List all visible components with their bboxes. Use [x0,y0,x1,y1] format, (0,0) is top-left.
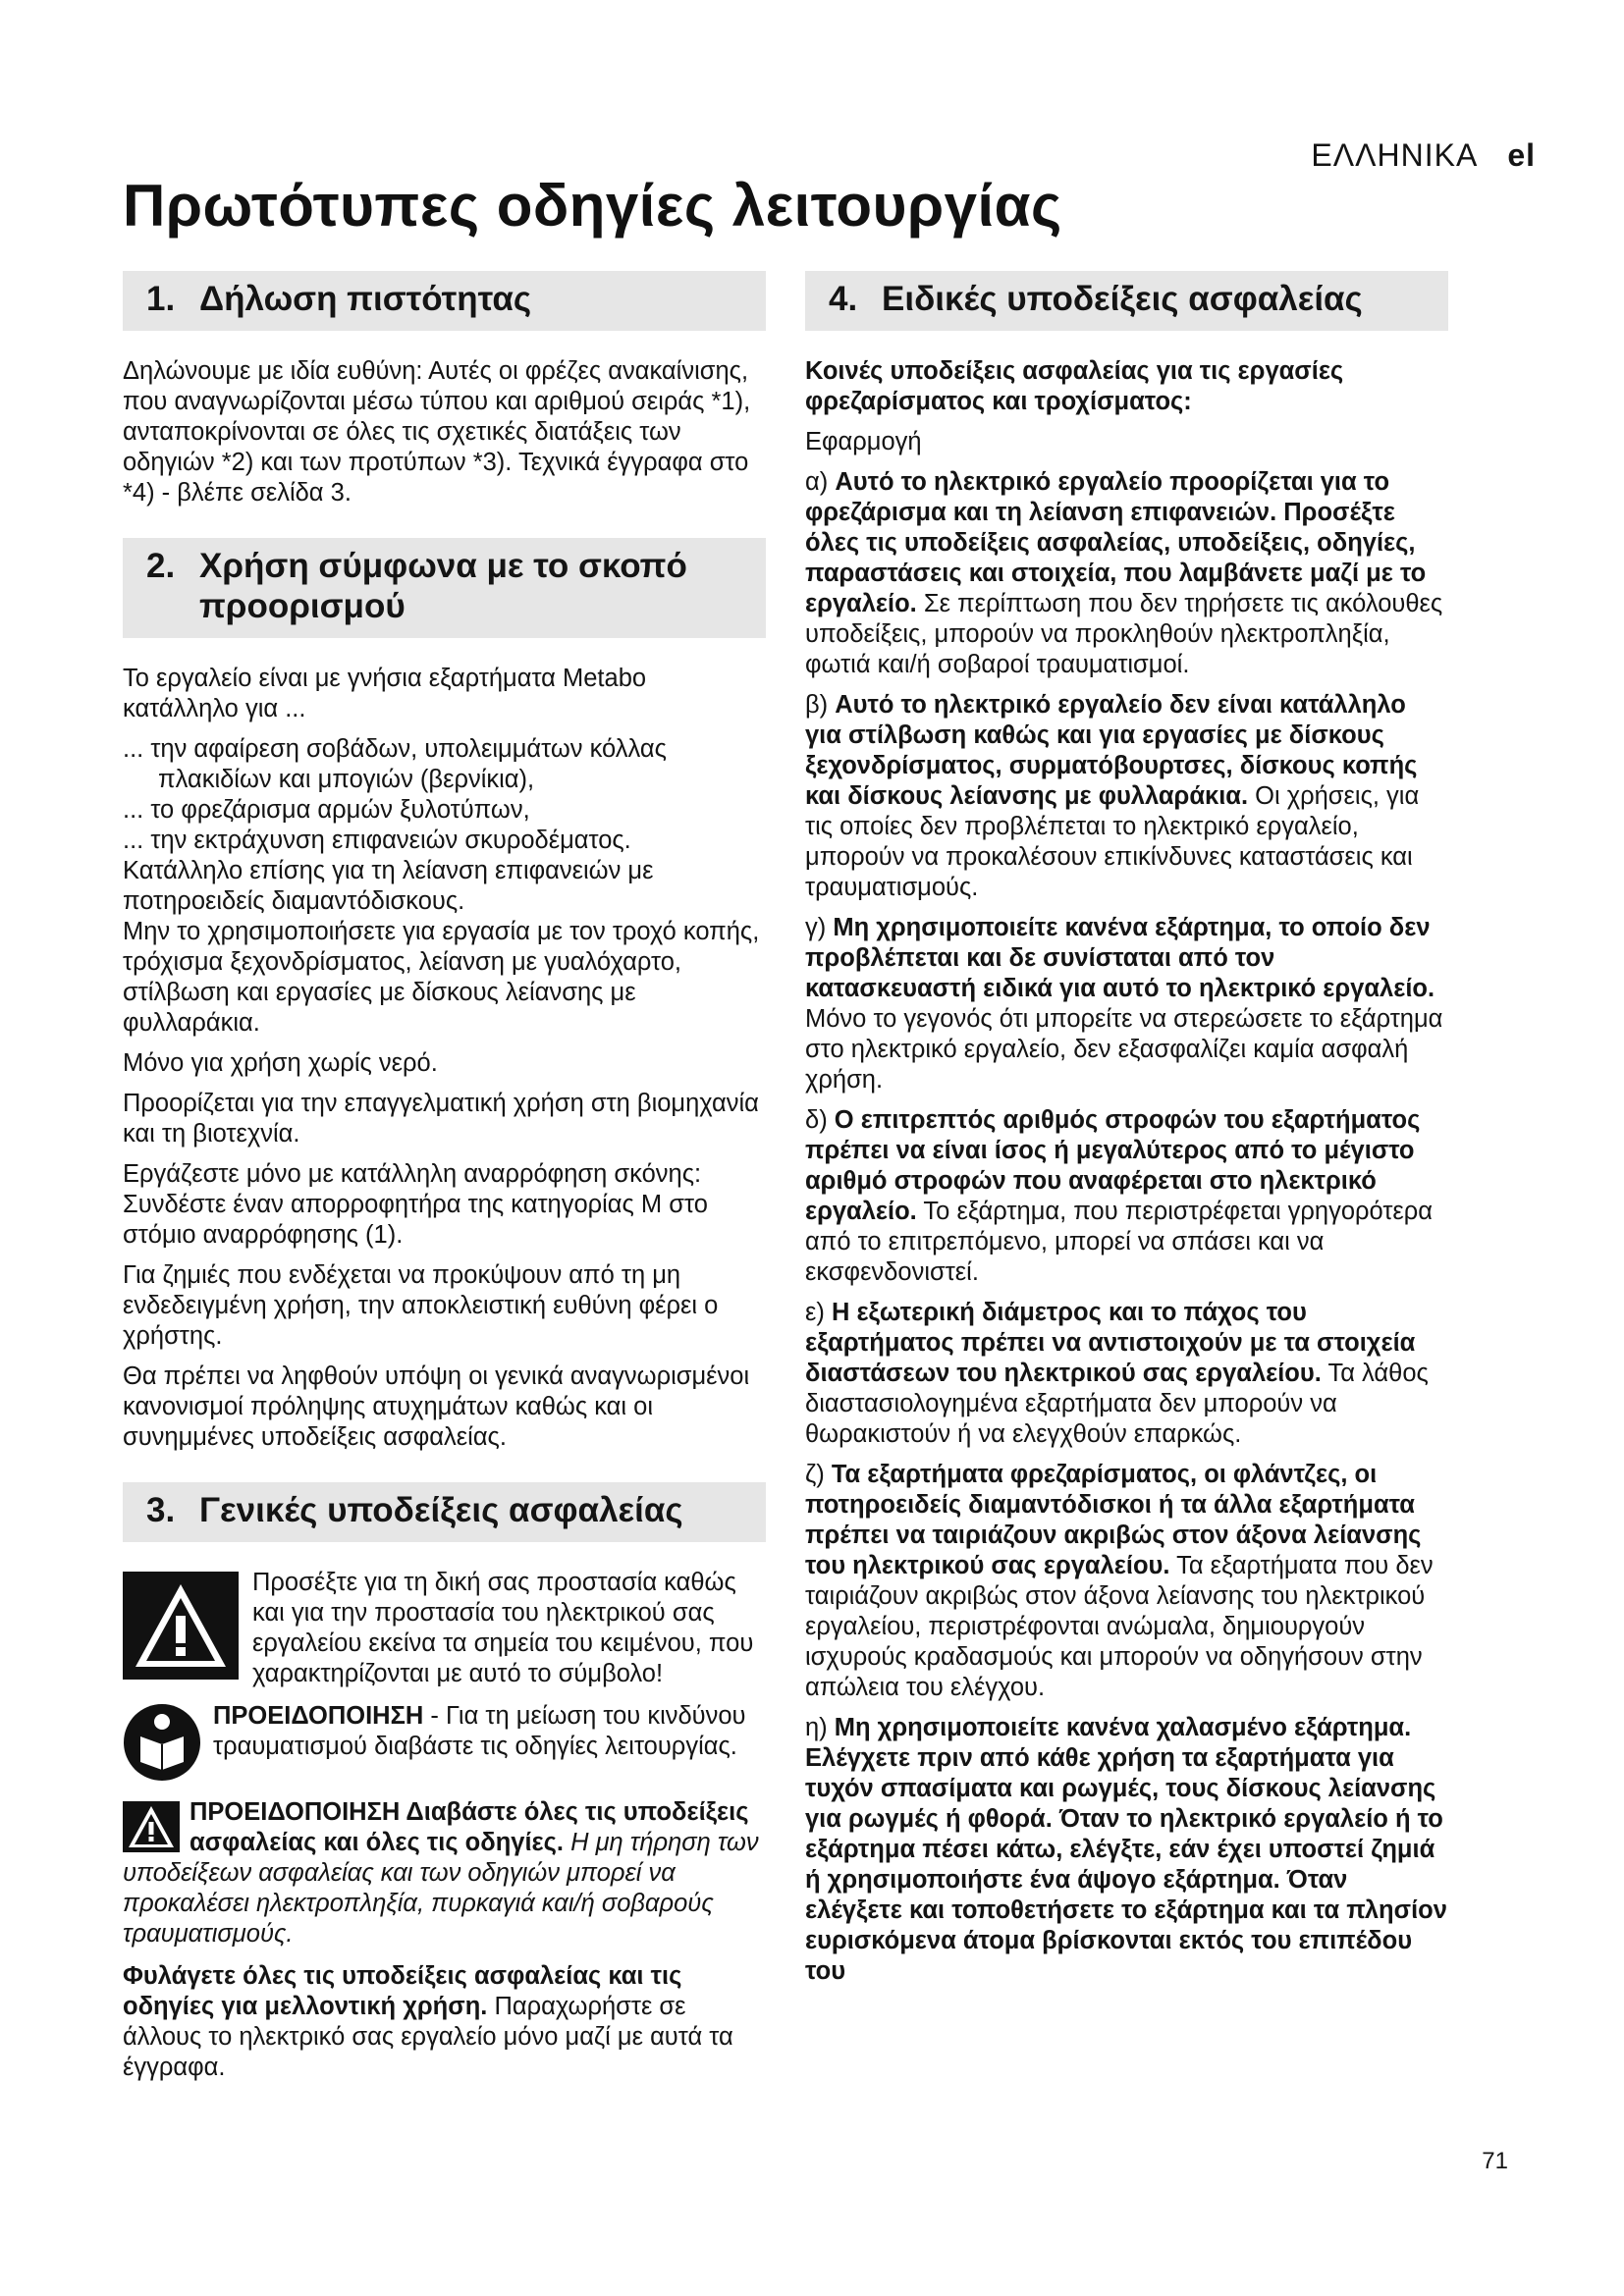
item-bold: Αυτό το ηλεκτρικό εργαλείο προορίζεται για το φρεζάρισμα και τη λείανση επιφανειών. Προσέξτε όλες τις υποδείξεις ασφαλείας, υποδείξεις, οδηγίες, παραστάσεις και στοιχεία, που λαμβάνετε μαζί με το εργαλείο. [805,468,1427,617]
keep-instructions [123,1961,766,2083]
item-bold: Μη χρησιμοποιείτε κανένα χαλασμένο εξάρτημα. Ελέγχετε πριν από κάθε χρήση τα εξαρτήματα για τυχόν σπασίματα και ρωγμές, τους δίσκους λείανσης για ρωγμές ή φθορά. Όταν το ηλεκτρικό εργαλείο ή το εξάρτημα πέσει κάτω, ελέγξτε, εάν έχει υποστεί ζημιά ή χρησιμοποιήστε ένα άψογο εξάρτημα. Όταν ελέγξετε και τοποθετήσετε το εξάρτημα και τα πλησίον ευρισκόμενα άτομα βρίσκονται εκτός του επιπέδου του [805,1714,1447,1985]
usage-paragraph: Θα πρέπει να ληφθούν υπόψη οι γενικά αναγνωρισμένοι κανονισμοί πρόληψης ατυχημάτων καθώς και οι συνημμένες υποδείξεις ασφαλείας. [123,1362,750,1451]
section-3-title: Γενικές υποδείξεις ασφαλείας [199,1491,683,1529]
warning-triangle-small-icon [123,1801,180,1852]
section-1-heading [123,271,766,331]
item-bold: Αυτό το ηλεκτρικό εργαλείο δεν είναι κατάλληλο για στίλβωση καθώς και για εργασίες με δίσκους ξεχονδρίσματος, συρματόβουρτσες, δίσκους κοπής και δίσκους λείανσης με φυλλαράκια. [805,691,1418,810]
page-title: Πρωτότυπες οδηγίες λειτουργίας [123,173,1062,239]
usage-item: ... το φρεζάρισμα αρμών ξυλοτύπων, [123,796,530,824]
section-2-heading [123,538,766,638]
section-2-number: 2. [146,547,176,585]
item-text: Τα λάθος διαστασιολογημένα εξαρτήματα δεν μπορούν να θωρακιστούν ή να ελεγχθούν επαρκώς. [805,1360,1429,1448]
common-safety-subheading: Κοινές υποδείξεις ασφαλείας για τις εργασίες φρεζαρίσματος και τροχίσματος: [805,357,1344,415]
declaration-text: Δηλώνουμε με ιδία ευθύνη: Αυτές οι φρέζες ανακαίνισης, που αναγνωρίζονται μέσω τύπου και αριθμού σειράς *1), ανταποκρίνονται σε όλες τις σχετικές διατάξεις των οδηγιών *2) και των προτύπων *3). Τεχνικά έγγραφα στο *4) - βλέπε σελίδα 3. [123,357,751,507]
read-manual-icon [123,1703,201,1782]
keep-instructions-rest: Παραχωρήστε σε άλλους το ηλεκτρικό σας εργαλείο μόνο μαζί με αυτά τα έγγραφα. [123,1993,733,2081]
safety-item-d [805,1105,1448,1288]
read-all-warning: ΠΡΟΕΙΔΟΠΟΙΗΣΗ Διαβάστε όλες τις υποδείξεις ασφαλείας και όλες τις οδηγίες. [189,1798,749,1856]
item-text: Σε περίπτωση που δεν τηρήσετε τις ακόλουθες υποδείξεις, μπορούν να προκληθούν ηλεκτροπληξία, φωτιά και/ή σοβαροί τραυματισμοί. [805,590,1443,678]
usage-paragraph: Μην το χρησιμοποιήσετε για εργασία με τον τροχό κοπής, τρόχισμα ξεχονδρίσματος, λείανση με γυαλόχαρτο, στίλβωση και εργασίες με δίσκους λείανσης με φυλλαράκια. [123,918,760,1037]
section-1-title: Δήλωση πιστότητας [199,280,532,318]
section-1-number: 1. [146,280,176,318]
language-label: ΕΛΛΗΝΙΚΑ [1311,137,1479,173]
symbol-notice-text: Προσέξτε για τη δική σας προστασία καθώς και για την προστασία του ηλεκτρικού σας εργαλείου εκείνα τα σημεία του κειμένου, που χαρακτηρίζονται με αυτό το σύμβολο! [252,1569,754,1687]
usage-paragraph: Εργάζεστε μόνο με κατάλληλη αναρρόφηση σκόνης: Συνδέστε έναν απορροφητήρα της κατηγορίας M στο στόμιο αναρρόφησης (1). [123,1160,708,1249]
item-bold: Η εξωτερική διάμετρος και το πάχος του εξαρτήματος πρέπει να αντιστοιχούν με τα στοιχεία διαστάσεων του ηλεκτρικού σας εργαλείου. [805,1299,1416,1387]
right-column [805,271,1448,1997]
usage-paragraph: Μόνο για χρήση χωρίς νερό. [123,1049,438,1077]
safety-item-c [805,913,1448,1095]
item-text: Τα εξαρτήματα που δεν ταιριάζουν ακριβώς στον άξονα λείανσης του ηλεκτρικού εργαλείου, περιστρέφονται ανώμαλα, δημιουργούν ισχυρούς κραδασμούς και μπορούν να οδηγήσουν στην απώλεια του ελέγχου. [805,1552,1434,1701]
warning-triangle-icon [123,1572,239,1680]
read-manual-notice [123,1701,766,1786]
section-2-title: Χρήση σύμφωνα με το σκοπό προορισμού [199,547,687,625]
item-label: γ) [805,914,834,941]
safety-item-g [805,1713,1448,1987]
item-bold: Ο επιτρεπτός αριθμός στροφών του εξαρτήματος πρέπει να είναι ίσος ή μεγαλύτερος από το μέγιστο αριθμό στροφών που αναφέρεται στο ηλεκτρικό εργαλείο. [805,1106,1421,1225]
usage-item: ... την εκτράχυνση επιφανειών σκυροδέματος. [123,827,631,854]
safety-item-a [805,467,1448,680]
item-text: Μόνο το γεγονός ότι μπορείτε να στερεώσετε το εξάρτημα στο ηλεκτρικό εργαλείο, δεν εξασφαλίζει καμία ασφαλή χρήση. [805,1005,1443,1094]
section-3-heading [123,1482,766,1542]
item-label: δ) [805,1106,835,1134]
keep-instructions-bold: Φυλάγετε όλες τις υποδείξεις ασφαλείας και τις οδηγίες για μελλοντική χρήση. [123,1962,682,2020]
usage-intro: Το εργαλείο είναι με γνήσια εξαρτήματα Metabo κατάλληλο για ... [123,665,647,722]
read-all-consequence: Η μη τήρηση των υποδείξεων ασφαλείας και των οδηγιών μπορεί να προκαλέσει ηλεκτροπληξία, πυρκαγιά και/ή σοβαρούς τραυματισμούς. [123,1829,759,1948]
section-4-heading [805,271,1448,331]
section-4-number: 4. [829,280,858,318]
page-number: 71 [1482,2148,1508,2174]
usage-paragraph: Προορίζεται για την επαγγελματική χρήση στη βιομηχανία και τη βιοτεχνία. [123,1090,759,1148]
item-label: β) [805,691,836,719]
item-label: ε) [805,1299,832,1326]
left-column [123,271,766,2093]
item-label: η) [805,1714,835,1741]
warning-label: ΠΡΟΕΙΔΟΠΟΙΗΣΗ [213,1702,424,1730]
item-bold: Τα εξαρτήματα φρεζαρίσματος, οι φλάντζες, οι ποτηροειδείς διαμαντόδισκοι ή τα άλλα εξαρτήματα πρέπει να ταιριάζουν ακριβώς στον άξονα λείανσης του ηλεκτρικού σας εργαλείου. [805,1461,1422,1579]
read-all-notice [123,1797,766,1949]
item-text: Οι χρήσεις, για τις οποίες δεν προβλέπεται το ηλεκτρικό εργαλείο, μπορούν να προκαλέσουν επικίνδυνες καταστάσεις και τραυματισμούς. [805,782,1420,901]
symbol-notice [123,1568,766,1689]
item-label: ζ) [805,1461,832,1488]
item-bold: Μη χρησιμοποιείτε κανένα εξάρτημα, το οποίο δεν προβλέπεται και δε συνίσταται από τον κατασκευαστή ειδικά για αυτό το ηλεκτρικό εργαλείο. [805,914,1435,1002]
item-label: α) [805,468,836,496]
safety-item-b [805,690,1448,903]
usage-item: ... την αφαίρεση σοβάδων, υπολειμμάτων κόλλας πλακιδίων και μπογιών (βερνίκια), [123,735,667,793]
section-3-number: 3. [146,1491,176,1529]
language-code: el [1507,137,1536,173]
section-4-title: Ειδικές υποδείξεις ασφαλείας [882,280,1363,318]
language-indicator [1311,137,1536,174]
usage-paragraph: Κατάλληλο επίσης για τη λείανση επιφανειών με ποτηροειδείς διαμαντόδισκους. [123,857,654,915]
read-manual-text: - Για τη μείωση του κινδύνου τραυματισμού διαβάστε τις οδηγίες λειτουργίας. [213,1702,746,1760]
safety-item-e [805,1298,1448,1450]
item-text: Το εξάρτημα, που περιστρέφεται γρηγορότερα από το επιτρεπόμενο, μπορεί να σπάσει και να εκσφενδονιστεί. [805,1198,1434,1286]
application-subheading: Εφαρμογή [805,428,922,455]
usage-paragraph: Για ζημιές που ενδέχεται να προκύψουν από τη μη ενδεδειγμένη χρήση, την αποκλειστική ευθύνη φέρει ο χρήστης. [123,1261,719,1350]
safety-item-f [805,1460,1448,1703]
